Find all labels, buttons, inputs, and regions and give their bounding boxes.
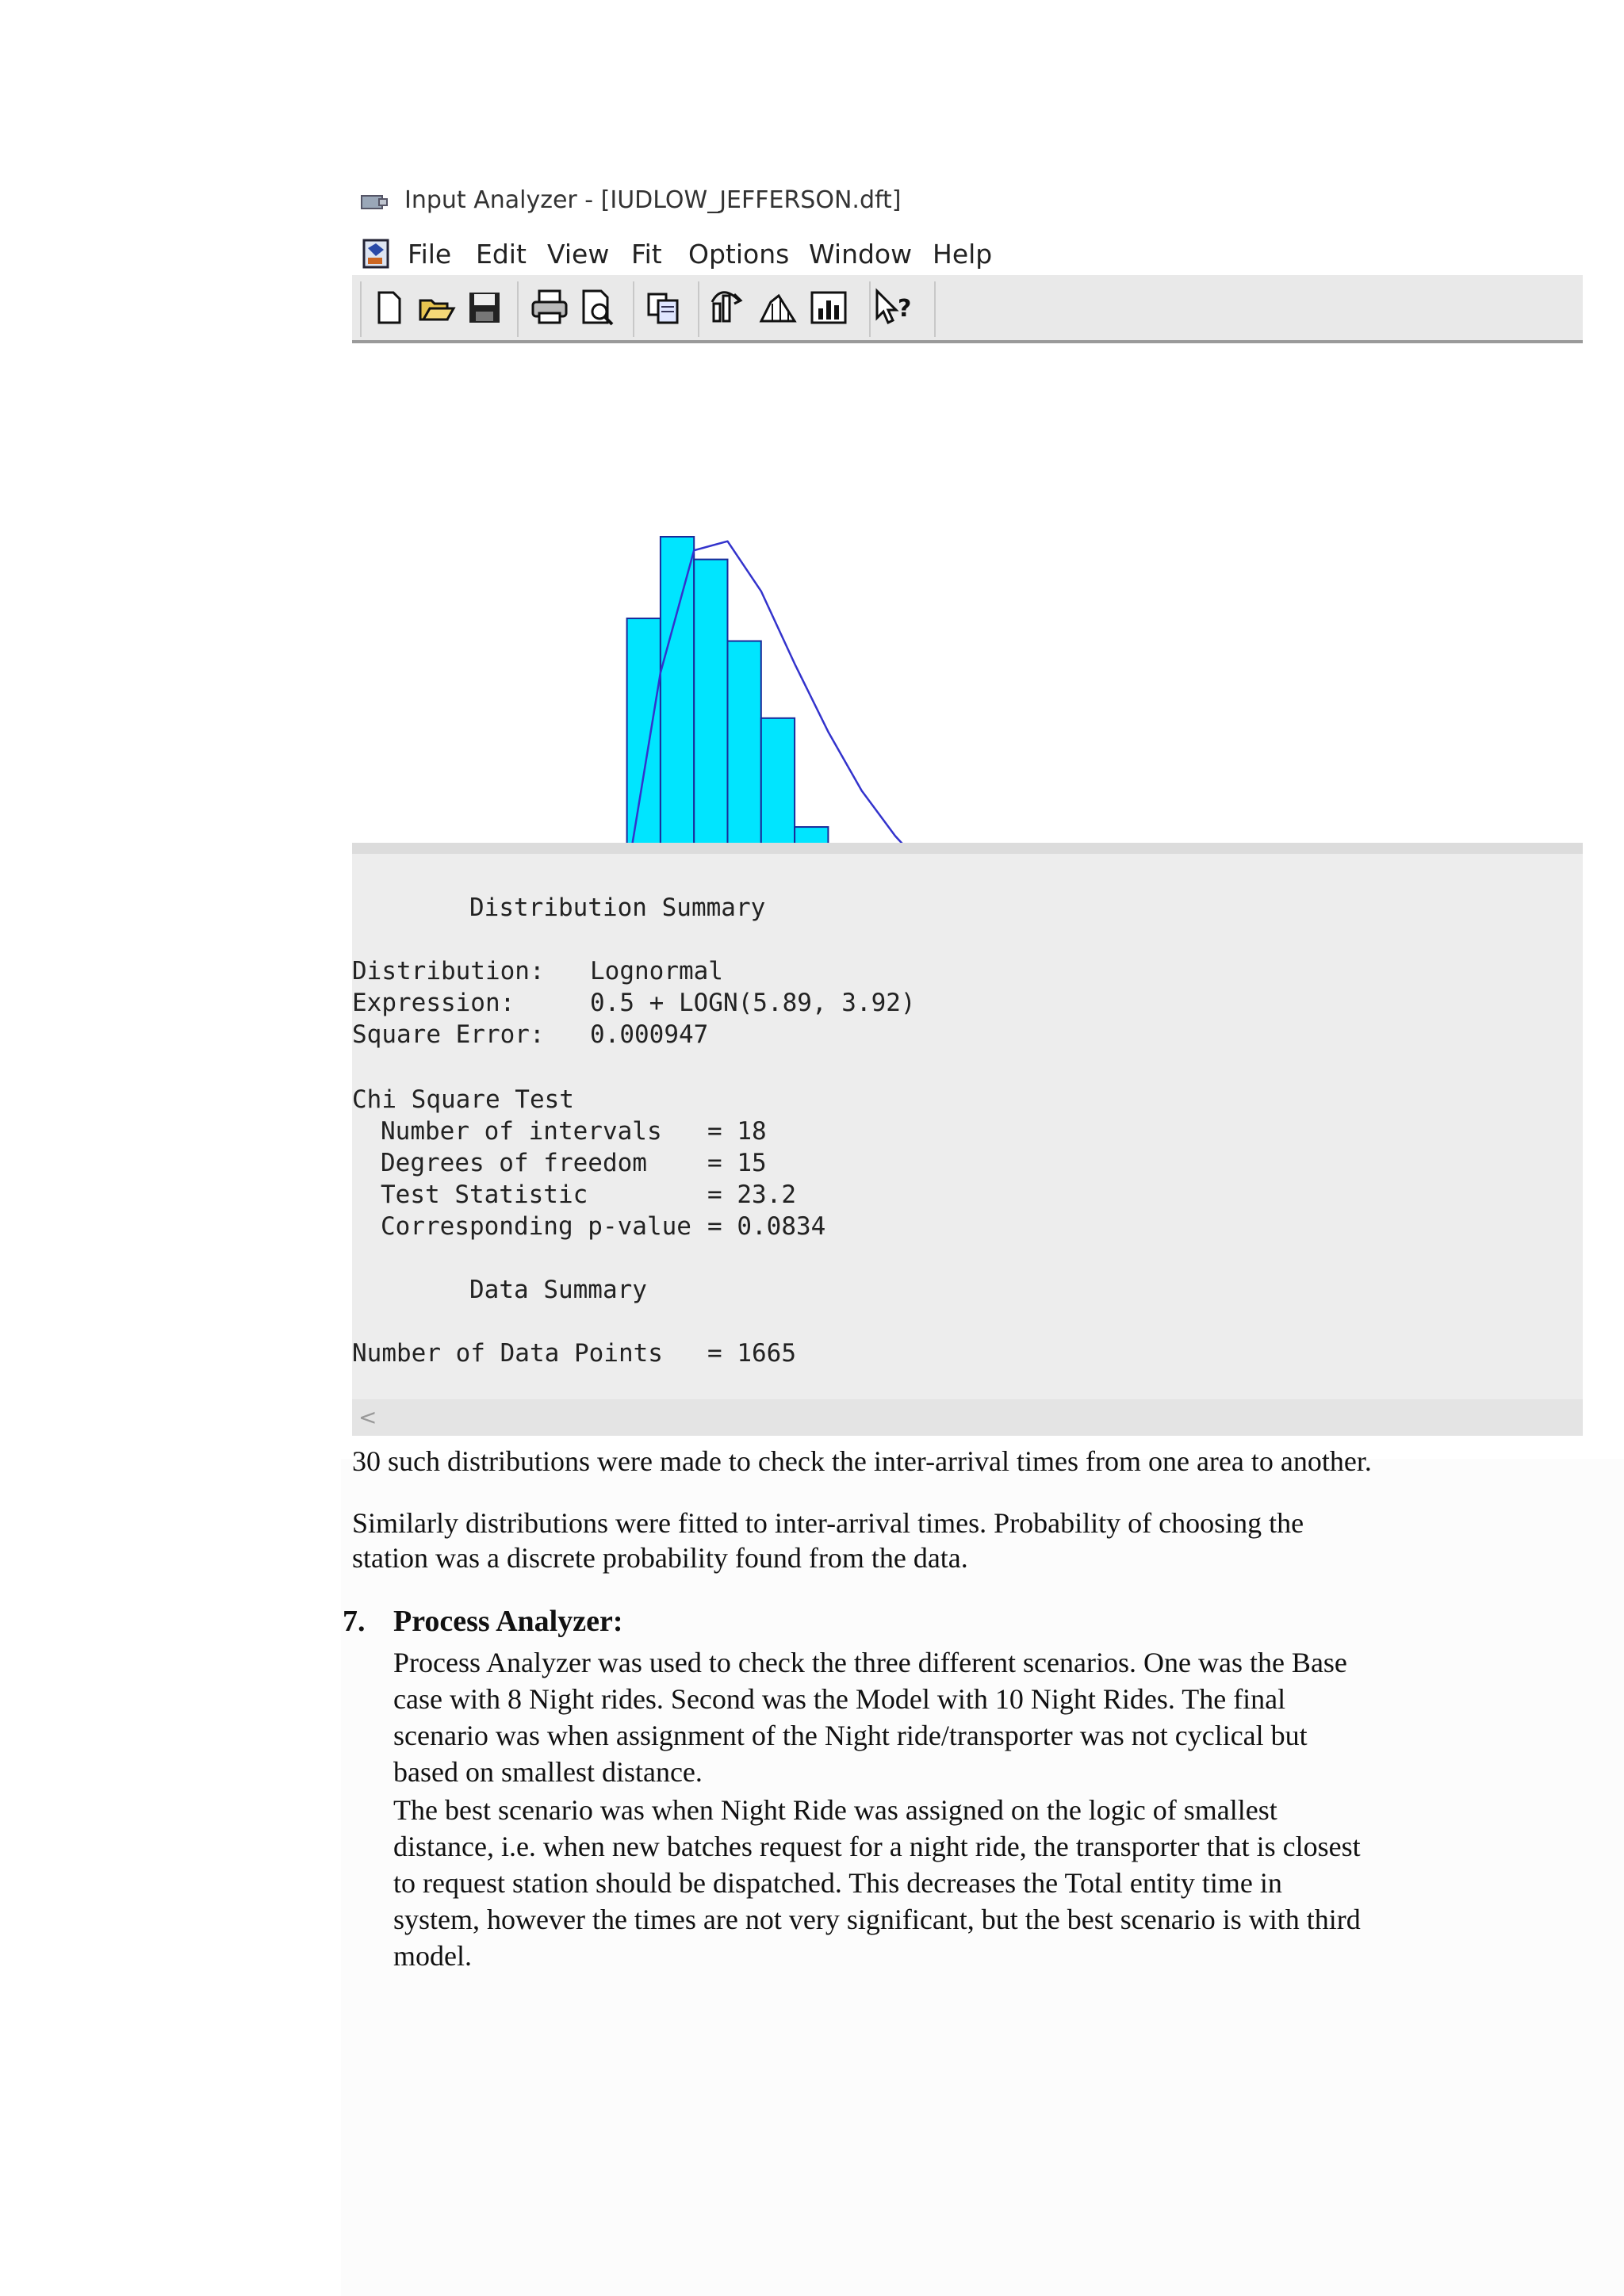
- summary-row-value: 0.000947: [590, 1020, 709, 1049]
- data-summary-heading: Data Summary: [469, 1276, 647, 1304]
- menu-file[interactable]: File: [408, 239, 452, 270]
- copy-icon[interactable]: [642, 286, 685, 329]
- chart-icon[interactable]: [807, 286, 850, 329]
- chi-row-value: = 23.2: [707, 1181, 796, 1209]
- body-line: to request station should be dispatched. This decreases the Total entity time in: [393, 1867, 1282, 1899]
- menu-options[interactable]: Options: [688, 239, 790, 270]
- chi-row-label: Number of intervals: [381, 1117, 662, 1146]
- body-line: Process Analyzer was used to check the three different scenarios. One was the Base: [393, 1647, 1347, 1678]
- body-line: case with 8 Night rides. Second was the Model with 10 Night Rides. The final: [393, 1683, 1286, 1715]
- input-analyzer-window: [352, 178, 1583, 1430]
- app-icon: [360, 193, 389, 212]
- title-bar: [352, 178, 1583, 226]
- paragraph-similarly-line2: station was a discrete probability found from the data.: [352, 1542, 968, 1574]
- menu-window[interactable]: Window: [809, 239, 913, 270]
- open-icon[interactable]: [416, 286, 458, 329]
- paragraph-distributions: 30 such distributions were made to check the inter-arrival times from one area to another.: [352, 1445, 1372, 1477]
- fit-icon[interactable]: [707, 286, 750, 329]
- chi-row-value: = 18: [707, 1117, 767, 1146]
- summary-row-value: 0.5 + LOGN(5.89, 3.92): [590, 989, 916, 1017]
- toolbar-separator: [698, 281, 699, 337]
- summary-row-label: Expression:: [352, 989, 515, 1017]
- horizontal-scrollbar[interactable]: [352, 1399, 1583, 1436]
- toolbar-separator: [934, 281, 936, 337]
- section-number: 7.: [343, 1605, 366, 1638]
- document-icon[interactable]: [362, 239, 392, 269]
- menu-fit[interactable]: Fit: [631, 239, 662, 270]
- body-line: system, however the times are not very significant, but the best scenario is with third: [393, 1904, 1361, 1935]
- summary-heading: Distribution Summary: [469, 894, 766, 922]
- window-title: Input Analyzer - [IUDLOW_JEFFERSON.dft]: [404, 186, 902, 214]
- histogram-icon[interactable]: [756, 286, 799, 329]
- new-icon[interactable]: [368, 286, 411, 329]
- chi-row-value: = 15: [707, 1149, 767, 1177]
- chi-row-label: Test Statistic: [381, 1181, 588, 1209]
- summary-row-label: Distribution:: [352, 957, 545, 985]
- summary-row-label: Square Error:: [352, 1020, 545, 1049]
- data-points-value: = 1665: [707, 1339, 796, 1368]
- chi-row-label: Corresponding p-value: [381, 1212, 691, 1241]
- print-preview-icon[interactable]: [576, 286, 619, 329]
- help-icon[interactable]: [872, 286, 915, 329]
- chi-row-value: = 0.0834: [707, 1212, 826, 1241]
- distribution-summary-panel: [352, 843, 1583, 1436]
- menu-edit[interactable]: Edit: [476, 239, 527, 270]
- save-icon[interactable]: [463, 286, 506, 329]
- body-line: scenario was when assignment of the Night ride/transporter was not cyclical but: [393, 1720, 1308, 1751]
- menu-view[interactable]: View: [547, 239, 610, 270]
- chi-row-label: Degrees of freedom: [381, 1149, 647, 1177]
- chi-square-title: Chi Square Test: [352, 1085, 574, 1114]
- toolbar-separator: [869, 281, 871, 337]
- scroll-left-icon[interactable]: <: [358, 1404, 377, 1430]
- body-line: based on smallest distance.: [393, 1756, 703, 1788]
- menu-help[interactable]: Help: [933, 239, 993, 270]
- toolbar-separator: [517, 281, 519, 337]
- body-line: model.: [393, 1940, 472, 1972]
- svg-text:?: ?: [898, 295, 912, 323]
- print-icon[interactable]: [528, 286, 571, 329]
- body-line: distance, i.e. when new batches request for a night ride, the transporter that is closest: [393, 1831, 1361, 1862]
- section-title: Process Analyzer:: [393, 1605, 623, 1638]
- toolbar-separator: [633, 281, 634, 337]
- summary-row-value: Lognormal: [590, 957, 723, 985]
- body-line: The best scenario was when Night Ride was assigned on the logic of smallest: [393, 1794, 1277, 1826]
- paragraph-similarly-line1: Similarly distributions were fitted to inter-arrival times. Probability of choosing the: [352, 1507, 1304, 1539]
- toolbar-grip: [360, 281, 362, 337]
- menu-bar: [352, 234, 1583, 278]
- data-points-label: Number of Data Points: [352, 1339, 663, 1368]
